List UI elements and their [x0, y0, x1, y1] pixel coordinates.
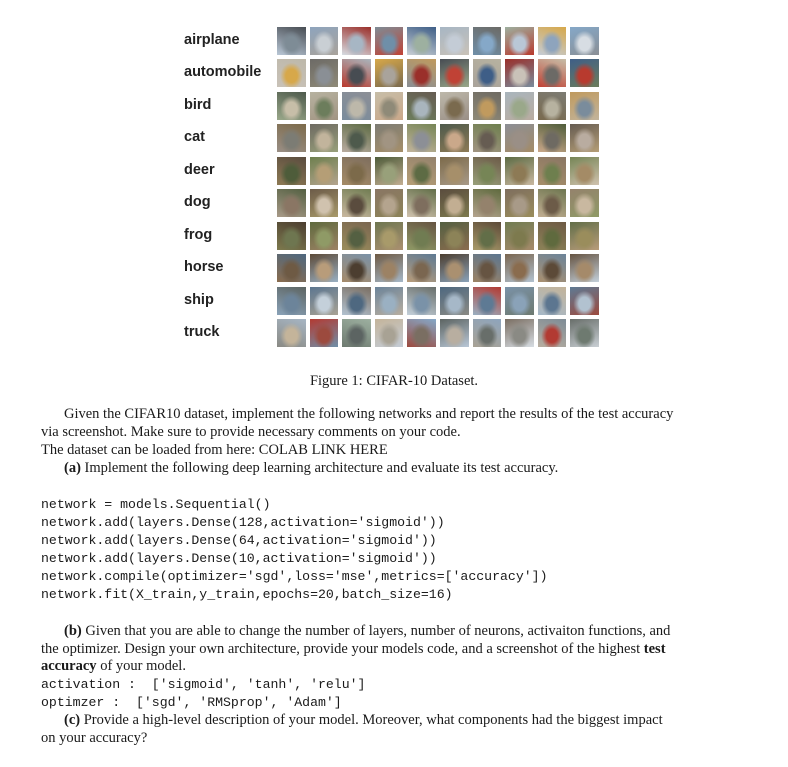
ship-thumbnail	[505, 287, 534, 315]
bird-thumbnail	[440, 92, 469, 120]
dog-thumbnail	[342, 189, 371, 217]
class-label-deer: deer	[184, 162, 215, 178]
frog-thumbnail	[342, 222, 371, 250]
code-line-5: network.compile(optimizer='sgd',loss='mse',metrics=['accuracy'])	[41, 569, 548, 584]
bird-thumbnail	[342, 92, 371, 120]
deer-thumbnail	[342, 157, 371, 185]
dog-thumbnail	[310, 189, 339, 217]
automobile-thumbnail	[310, 59, 339, 87]
part-c-line-2: on your accuracy?	[41, 730, 148, 746]
horse-thumbnail	[538, 254, 567, 282]
code-line-2: network.add(layers.Dense(128,activation='sigmoid'))	[41, 515, 445, 530]
deer-thumbnail	[440, 157, 469, 185]
frog-thumbnail	[570, 222, 599, 250]
ship-thumbnail	[277, 287, 306, 315]
airplane-thumbnail	[570, 27, 599, 55]
part-b-text-3: of your model.	[96, 658, 186, 674]
horse-thumbnail	[407, 254, 436, 282]
part-b-text-1: Given that you are able to change the number of layers, number of neurons, activaiton functions, and	[81, 623, 671, 639]
automobile-thumbnail	[277, 59, 306, 87]
part-c-label: (c)	[64, 712, 81, 728]
truck-thumbnail	[473, 319, 502, 347]
automobile-thumbnail	[342, 59, 371, 87]
deer-thumbnail	[277, 157, 306, 185]
class-label-airplane: airplane	[184, 32, 240, 48]
horse-thumbnail	[570, 254, 599, 282]
part-b-line-3	[41, 658, 186, 675]
image-row-deer	[277, 157, 599, 185]
truck-thumbnail	[505, 319, 534, 347]
deer-thumbnail	[538, 157, 567, 185]
truck-thumbnail	[310, 319, 339, 347]
cifar10-figure	[0, 0, 788, 360]
deer-thumbnail	[473, 157, 502, 185]
truck-thumbnail	[538, 319, 567, 347]
image-row-truck	[277, 319, 599, 347]
code-line-3: network.add(layers.Dense(64,activation='sigmoid'))	[41, 533, 437, 548]
class-label-ship: ship	[184, 292, 214, 308]
code-line-6: network.fit(X_train,y_train,epochs=20,batch_size=16)	[41, 587, 453, 602]
horse-thumbnail	[473, 254, 502, 282]
bird-thumbnail	[473, 92, 502, 120]
airplane-thumbnail	[375, 27, 404, 55]
frog-thumbnail	[310, 222, 339, 250]
airplane-thumbnail	[310, 27, 339, 55]
ship-thumbnail	[538, 287, 567, 315]
deer-thumbnail	[570, 157, 599, 185]
cat-thumbnail	[440, 124, 469, 152]
dog-thumbnail	[375, 189, 404, 217]
horse-thumbnail	[375, 254, 404, 282]
optimizer-options: optimzer : ['sgd', 'RMSprop', 'Adam']	[41, 695, 342, 710]
ship-thumbnail	[310, 287, 339, 315]
dog-thumbnail	[407, 189, 436, 217]
image-row-airplane	[277, 27, 599, 55]
part-b-label: (b)	[64, 623, 82, 639]
deer-thumbnail	[310, 157, 339, 185]
horse-thumbnail	[440, 254, 469, 282]
horse-thumbnail	[310, 254, 339, 282]
automobile-thumbnail	[505, 59, 534, 87]
cat-thumbnail	[407, 124, 436, 152]
figure-caption: Figure 1: CIFAR-10 Dataset.	[309, 373, 479, 389]
truck-thumbnail	[342, 319, 371, 347]
class-label-automobile: automobile	[184, 64, 262, 80]
image-row-bird	[277, 92, 599, 120]
class-label-horse: horse	[184, 259, 224, 275]
frog-thumbnail	[277, 222, 306, 250]
horse-thumbnail	[505, 254, 534, 282]
frog-thumbnail	[473, 222, 502, 250]
part-b-bold-accuracy: accuracy	[41, 658, 97, 674]
frog-thumbnail	[505, 222, 534, 250]
cat-thumbnail	[538, 124, 567, 152]
truck-thumbnail	[570, 319, 599, 347]
part-a-text: Implement the following deep learning architecture and evaluate its test accuracy.	[80, 460, 559, 476]
automobile-thumbnail	[538, 59, 567, 87]
bird-thumbnail	[407, 92, 436, 120]
part-c-text-1: Provide a high-level description of your model. Moreover, what components had the biggest impact	[80, 712, 663, 728]
part-b-line-2	[41, 641, 666, 658]
image-row-horse	[277, 254, 599, 282]
dog-thumbnail	[570, 189, 599, 217]
cat-thumbnail	[375, 124, 404, 152]
image-row-dog	[277, 189, 599, 217]
truck-thumbnail	[375, 319, 404, 347]
ship-thumbnail	[570, 287, 599, 315]
frog-thumbnail	[375, 222, 404, 250]
bird-thumbnail	[375, 92, 404, 120]
dog-thumbnail	[440, 189, 469, 217]
automobile-thumbnail	[440, 59, 469, 87]
dog-thumbnail	[473, 189, 502, 217]
ship-thumbnail	[407, 287, 436, 315]
part-a-label: (a)	[64, 460, 81, 476]
part-b-bold-test: test	[643, 641, 666, 657]
truck-thumbnail	[277, 319, 306, 347]
horse-thumbnail	[342, 254, 371, 282]
bird-thumbnail	[310, 92, 339, 120]
bird-thumbnail	[538, 92, 567, 120]
airplane-thumbnail	[440, 27, 469, 55]
airplane-thumbnail	[505, 27, 534, 55]
image-row-automobile	[277, 59, 599, 87]
dog-thumbnail	[505, 189, 534, 217]
airplane-thumbnail	[277, 27, 306, 55]
airplane-thumbnail	[407, 27, 436, 55]
part-b-text-2: the optimizer. Design your own architecture, provide your models code, and a screenshot of the highest	[41, 641, 644, 657]
cat-thumbnail	[473, 124, 502, 152]
airplane-thumbnail	[473, 27, 502, 55]
deer-thumbnail	[407, 157, 436, 185]
intro-line-3: The dataset can be loaded from here: COLAB LINK HERE	[41, 442, 388, 458]
cat-thumbnail	[342, 124, 371, 152]
part-c-line-1	[64, 712, 663, 729]
class-label-dog: dog	[184, 194, 211, 210]
part-b-line-1	[64, 623, 670, 640]
part-a-prompt	[64, 460, 558, 477]
class-label-bird: bird	[184, 97, 212, 113]
image-row-ship	[277, 287, 599, 315]
cat-thumbnail	[505, 124, 534, 152]
image-row-cat	[277, 124, 599, 152]
airplane-thumbnail	[342, 27, 371, 55]
truck-thumbnail	[407, 319, 436, 347]
frog-thumbnail	[440, 222, 469, 250]
image-row-frog	[277, 222, 599, 250]
deer-thumbnail	[505, 157, 534, 185]
automobile-thumbnail	[375, 59, 404, 87]
class-label-frog: frog	[184, 227, 213, 243]
activation-options: activation : ['sigmoid', 'tanh', 'relu']	[41, 677, 366, 692]
bird-thumbnail	[277, 92, 306, 120]
dog-thumbnail	[538, 189, 567, 217]
ship-thumbnail	[440, 287, 469, 315]
bird-thumbnail	[505, 92, 534, 120]
frog-thumbnail	[407, 222, 436, 250]
intro-line-1: Given the CIFAR10 dataset, implement the following networks and report the results of the test accuracy	[64, 406, 674, 422]
cat-thumbnail	[277, 124, 306, 152]
automobile-thumbnail	[473, 59, 502, 87]
bird-thumbnail	[570, 92, 599, 120]
code-line-1: network = models.Sequential()	[41, 497, 271, 512]
ship-thumbnail	[342, 287, 371, 315]
intro-line-2: via screenshot. Make sure to provide necessary comments on your code.	[41, 424, 461, 440]
dog-thumbnail	[277, 189, 306, 217]
automobile-thumbnail	[570, 59, 599, 87]
airplane-thumbnail	[538, 27, 567, 55]
ship-thumbnail	[473, 287, 502, 315]
truck-thumbnail	[440, 319, 469, 347]
class-label-truck: truck	[184, 324, 220, 340]
frog-thumbnail	[538, 222, 567, 250]
class-label-cat: cat	[184, 129, 205, 145]
horse-thumbnail	[277, 254, 306, 282]
automobile-thumbnail	[407, 59, 436, 87]
cat-thumbnail	[310, 124, 339, 152]
ship-thumbnail	[375, 287, 404, 315]
cat-thumbnail	[570, 124, 599, 152]
code-line-4: network.add(layers.Dense(10,activation='sigmoid'))	[41, 551, 437, 566]
deer-thumbnail	[375, 157, 404, 185]
